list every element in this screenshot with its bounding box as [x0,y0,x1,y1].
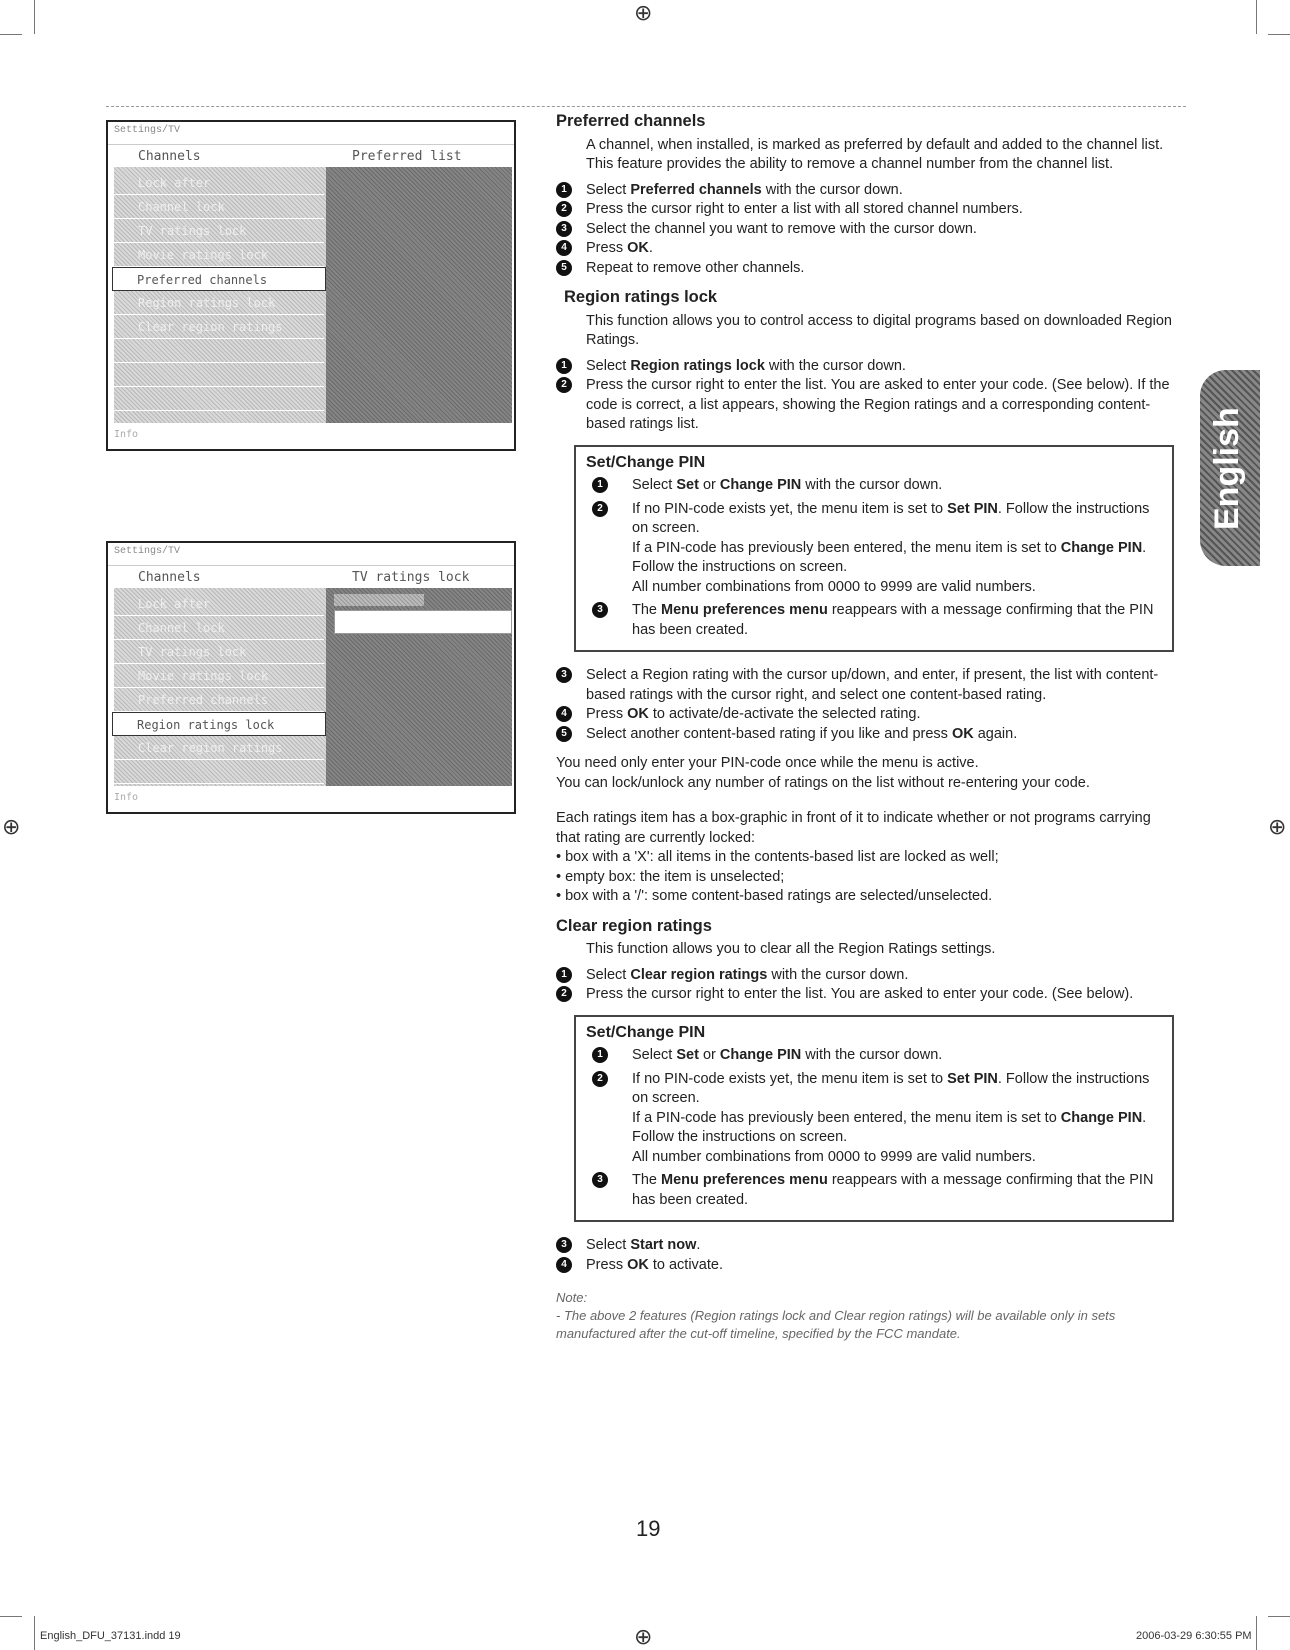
step-text: . [696,1237,701,1253]
pin-step [586,1171,1162,1210]
step-number-icon: 5 [556,726,572,742]
clear-intro: This function allows you to clear all the Region Ratings settings. [586,941,996,957]
step-text: Press the cursor right to enter the list. You are asked to enter your code. (See below). If the code is correct, a list appears, showing the Region ratings and a corresponding content-based ratings list. [586,377,1170,432]
region-steps [556,357,1174,435]
step-text: reappears with a message confirming that the PIN has been created. [632,1172,1154,1208]
pin-step [586,476,1162,496]
step-number-icon: 3 [556,221,572,237]
menu-item: Region ratings lock [112,712,326,736]
step-text: to activate/de-activate the selected rating. [648,706,921,722]
pin-step [586,601,1162,640]
step-text: Select [632,477,677,493]
step-text: reappears with a message confirming that the PIN has been created. [632,602,1154,638]
step [556,220,1174,240]
menu-headers [108,566,514,588]
step [556,1236,1174,1256]
pin-step [586,1070,1162,1168]
step-bold: Set PIN [947,1070,998,1087]
menu-info: Info [114,792,139,803]
step [556,259,1174,279]
step-text: Select [586,1237,631,1253]
menu-breadcrumb: Settings/TV [108,543,514,566]
menu-item: Clear region ratings [114,736,324,760]
step [556,666,1174,705]
step-number-icon: 4 [556,1257,572,1273]
clear-steps-after [556,1236,1174,1275]
pin-note-line1: You need only enter your PIN-code once while the menu is active. [556,755,979,771]
menu-item: Channel lock [114,616,324,640]
step-bold: Preferred channels [630,181,762,198]
note [556,1289,1174,1343]
note-label: Note: [556,1290,588,1305]
bullet-item: • empty box: the item is unselected; [556,868,785,885]
step-text: All number combinations from 0000 to 9999 are valid numbers. [632,578,1036,595]
menu-body [108,588,514,786]
step-text: Repeat to remove other channels. [586,259,805,276]
step-bold: OK [627,1256,649,1273]
step-bold: Start now [630,1237,697,1253]
step-number-icon: 2 [556,201,572,217]
step-number-icon: 2 [592,1071,608,1087]
step-bold: Clear region ratings [630,966,768,983]
region-steps-after [556,666,1174,744]
crop-mark [1256,1616,1257,1650]
step-number-icon: 3 [592,602,608,618]
bullet-item: • box with a 'X': all items in the contents-based list are locked as well; [556,849,999,865]
preferred-steps [556,181,1174,279]
pin-step [586,1046,1162,1066]
registration-mark-left: ⊕ [2,814,21,839]
menu-right-selection [334,610,512,634]
step-text: If a PIN-code has previously been entered, the menu item is set to [632,1109,1061,1126]
step-bold: Menu preferences menu [661,602,828,618]
menu-right-panel [326,167,512,423]
region-intro: This function allows you to control access to digital programs based on downloaded Region Ratings. [586,312,1172,348]
step-text: . Follow the instructions on screen. [632,1109,1147,1145]
step-text: . Follow the instructions on screen. [632,539,1147,575]
step-bold: Set PIN [947,500,998,517]
registration-mark-top: ⊕ [634,0,653,25]
step [556,200,1174,220]
menu-item: Lock after [114,592,324,616]
step-bold: Change PIN [719,477,802,493]
crop-mark [1256,0,1257,34]
language-tab-label: English [1208,407,1246,530]
step [556,966,1174,986]
menu-item [114,339,324,363]
step-bold: Set [676,477,699,493]
step-text: . [648,240,653,256]
pin-box [574,1015,1174,1223]
step-bold: Change PIN [719,1047,802,1063]
menu-item: Movie ratings lock [114,243,324,267]
box-graphic-text: Each ratings item has a box-graphic in front of it to indicate whether or not programs carrying that rating are currently locked: [556,810,1151,846]
menu-item [114,387,324,411]
step-text: again. [973,725,1018,742]
step-number-icon: 4 [556,240,572,256]
step-text: Press the cursor right to enter the list. You are asked to enter your code. (See below). [586,986,1134,1002]
step-number-icon: 2 [592,501,608,517]
pin-step [586,500,1162,598]
step [556,181,1174,201]
pin-box [574,445,1174,653]
registration-mark-right: ⊕ [1268,814,1287,839]
step-text: If no PIN-code exists yet, the menu item is set to [632,500,948,517]
step-text: . Follow the instructions on screen. [632,1070,1150,1106]
step-text: If no PIN-code exists yet, the menu item is set to [632,1070,948,1087]
step-text: to activate. [648,1256,723,1273]
step-bold: Change PIN [1060,539,1143,556]
content-column [556,112,1174,1343]
step-text: Press [586,1256,628,1273]
note-text: - The above 2 features (Region ratings lock and Clear region ratings) will be available only in sets manufactured after the cut-off timeline, specified by the FCC mandate. [556,1308,1116,1341]
language-tab [1200,370,1260,566]
menu-info: Info [114,429,139,440]
step [556,357,1174,377]
step-text: Select the channel you want to remove with the cursor down. [586,220,977,237]
footer-left: English_DFU_37131.indd 19 [40,1630,181,1642]
step-text: Select [586,357,631,374]
crop-mark [1268,1616,1290,1617]
step-text: Select a Region rating with the cursor up/down, and enter, if present, the list with content-based ratings with the cursor right, and select one content-based rating. [586,667,1159,703]
menu-item: Region ratings lock [114,291,324,315]
step [556,705,1174,725]
menu-body [108,167,514,423]
step-bold: OK [951,725,974,742]
menu-item: Movie ratings lock [114,664,324,688]
step [556,985,1174,1005]
step-text: Select [586,181,631,198]
box-graphic-paragraph [556,809,1174,907]
menu-item: Preferred channels [112,267,326,291]
footer-right: 2006-03-29 6:30:55 PM [1136,1630,1252,1642]
menu-item: Channel lock [114,195,324,219]
menu-screenshot-preferred [106,120,516,451]
menu-right-header: TV ratings lock [352,570,470,585]
step-text: Select [632,1047,677,1063]
step-number-icon: 1 [556,967,572,983]
step-text: The [632,602,662,618]
crop-mark [1268,34,1290,35]
step-text: with the cursor down. [801,1047,943,1063]
preferred-intro: A channel, when installed, is marked as preferred by default and added to the channel list. This feature provides the ability to remove a channel number from the channel list. [586,136,1164,172]
pin-note-line2: You can lock/unlock any number of ratings on the list without re-entering your code. [556,774,1090,791]
step-number-icon: 3 [556,667,572,683]
step-text: with the cursor down. [801,477,943,493]
pin-box-title: Set/Change PIN [586,453,706,471]
step-number-icon: 4 [556,706,572,722]
step-text: . Follow the instructions on screen. [632,500,1150,536]
menu-left-header: Channels [138,570,201,585]
step-bold: Set [676,1047,699,1063]
menu-right-header: Preferred list [352,149,462,164]
top-rule [106,106,1186,107]
step-text: Press the cursor right to enter a list with all stored channel numbers. [586,201,1023,217]
step-number-icon: 1 [592,477,608,493]
step-bold: Menu preferences menu [661,1172,828,1188]
step-text: or [698,1047,720,1063]
step-number-icon: 1 [592,1047,608,1063]
pin-box-title: Set/Change PIN [586,1023,706,1041]
pin-note-paragraph [556,754,1174,793]
step-text: Select another content-based rating if you like and press [586,725,952,742]
step-text: The [632,1172,662,1188]
bullet-item: • box with a '/': some content-based ratings are selected/unselected. [556,888,993,904]
menu-left-header: Channels [138,149,201,164]
clear-title: Clear region ratings [556,916,712,935]
step-text: with the cursor down. [764,357,906,374]
menu-item [114,784,324,808]
step-bold: Change PIN [1060,1109,1143,1126]
crop-mark [0,1616,22,1617]
step-bold: Region ratings lock [630,357,765,374]
menu-breadcrumb: Settings/TV [108,122,514,145]
menu-item: TV ratings lock [114,640,324,664]
step [556,1256,1174,1276]
menu-screenshot-region [106,541,516,814]
registration-mark-bottom: ⊕ [634,1624,653,1649]
crop-mark [0,34,22,35]
step-text: Press [586,706,628,722]
step-text: If a PIN-code has previously been entered, the menu item is set to [632,539,1061,556]
step-text: All number combinations from 0000 to 9999 are valid numbers. [632,1148,1036,1165]
step [556,725,1174,745]
step-text: with the cursor down. [767,966,909,983]
crop-mark [34,1616,35,1650]
step-text: with the cursor down. [761,181,903,198]
menu-item: Preferred channels [114,688,324,712]
clear-steps [556,966,1174,1005]
menu-item: Lock after [114,171,324,195]
menu-item [114,760,324,784]
step-number-icon: 1 [556,182,572,198]
step [556,239,1174,259]
page-number: 19 [636,1516,661,1541]
step-text: or [698,477,720,493]
menu-item: TV ratings lock [114,219,324,243]
menu-right-item [334,594,424,606]
step-bold: OK [627,706,649,722]
step-number-icon: 3 [556,1237,572,1253]
crop-mark [34,0,35,34]
preferred-title: Preferred channels [556,112,706,130]
region-title: Region ratings lock [564,288,718,306]
step-number-icon: 2 [556,377,572,393]
step-text: Press [586,240,628,256]
step-number-icon: 5 [556,260,572,276]
menu-headers [108,145,514,167]
step-number-icon: 1 [556,358,572,374]
step [556,376,1174,435]
step-number-icon: 3 [592,1172,608,1188]
step-number-icon: 2 [556,986,572,1002]
menu-item [114,363,324,387]
menu-item: Clear region ratings [114,315,324,339]
step-bold: OK [627,240,649,256]
step-text: Select [586,966,631,983]
